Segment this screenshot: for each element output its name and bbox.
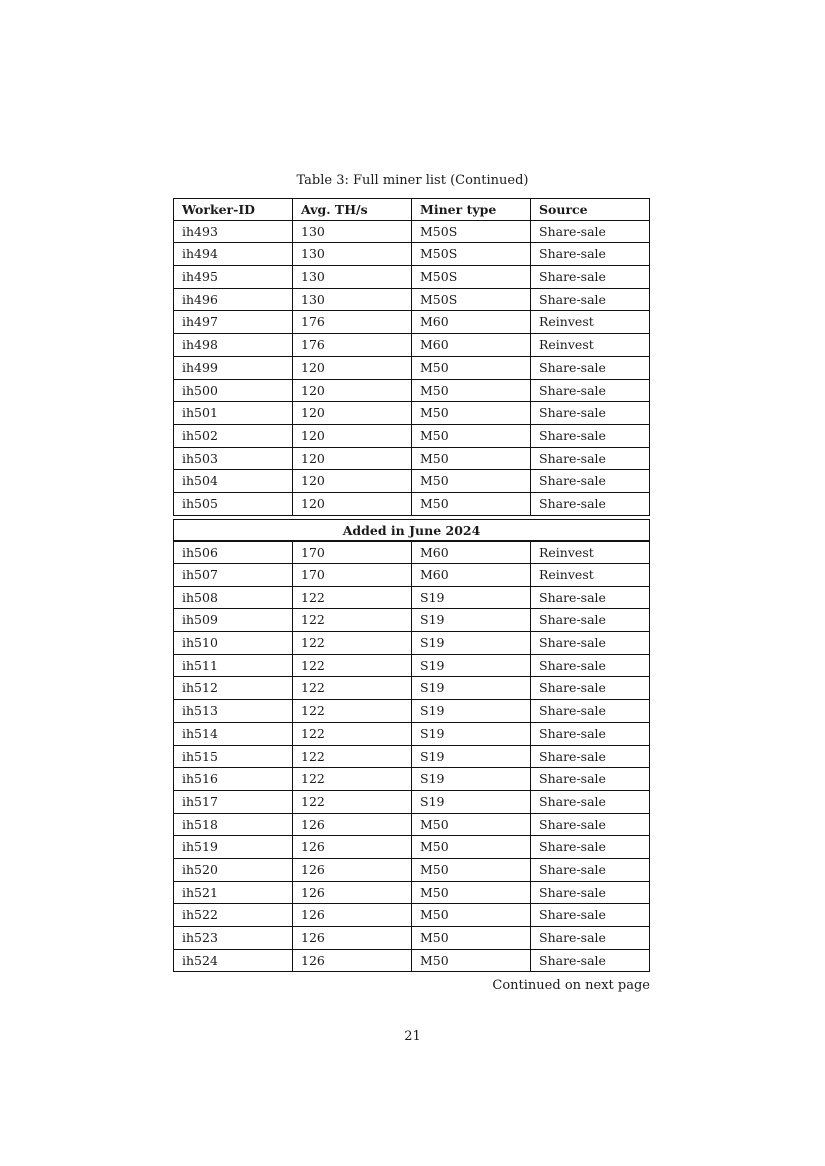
source-cell: Share-sale — [539, 382, 606, 398]
worker-id-cell: ih497 — [174, 311, 293, 333]
source-cell: Reinvest — [539, 567, 594, 582]
source-cell: Share-sale — [539, 246, 606, 262]
miner-type-cell: M50 — [412, 357, 531, 379]
table-row — [173, 609, 650, 632]
table-row — [173, 587, 650, 610]
miner-type-cell: M50S — [412, 243, 531, 265]
worker-id-cell: ih519 — [174, 836, 293, 858]
section-row-june-2024: Added in June 2024 — [173, 519, 650, 542]
table-row — [173, 677, 650, 700]
table-row — [173, 448, 650, 471]
source-cell: Share-sale — [539, 612, 606, 628]
miner-type-cell: S19 — [412, 768, 531, 790]
source-cell: Share-sale — [539, 930, 606, 945]
table-row — [173, 746, 650, 769]
worker-id-cell: ih507 — [174, 564, 293, 586]
worker-id-cell: ih506 — [174, 542, 293, 563]
avg-ths-cell: 120 — [293, 380, 412, 402]
avg-ths-cell: 126 — [293, 882, 412, 904]
avg-ths-cell: 176 — [293, 334, 412, 356]
source-cell: Reinvest — [539, 314, 594, 330]
table-row — [173, 700, 650, 723]
avg-ths-cell: 120 — [293, 357, 412, 379]
avg-ths-cell: 130 — [293, 266, 412, 288]
source-cell: Reinvest — [539, 337, 594, 353]
avg-ths-cell: 126 — [293, 814, 412, 836]
table-row — [173, 289, 650, 312]
source-cell: Share-sale — [539, 839, 606, 855]
table-row — [173, 311, 650, 334]
avg-ths-cell: 122 — [293, 587, 412, 609]
source-cell: Share-sale — [539, 907, 606, 923]
source-cell: Share-sale — [539, 816, 606, 832]
miner-type-cell: S19 — [412, 723, 531, 745]
source-cell: Share-sale — [539, 427, 606, 443]
avg-ths-cell: 122 — [293, 655, 412, 677]
worker-id-cell: ih522 — [174, 904, 293, 926]
miner-type-cell: M60 — [412, 334, 531, 356]
source-cell: Share-sale — [539, 884, 606, 900]
miner-type-cell: M50S — [412, 289, 531, 311]
table-row — [173, 402, 650, 425]
avg-ths-cell: 126 — [293, 927, 412, 949]
worker-id-cell: ih502 — [174, 425, 293, 447]
header-miner-type: Miner type — [412, 199, 531, 220]
avg-ths-cell: 126 — [293, 859, 412, 881]
miner-type-cell: S19 — [412, 632, 531, 654]
header-avg-ths: Avg. TH/s — [293, 199, 412, 220]
avg-ths-cell: 120 — [293, 448, 412, 470]
miner-type-cell: M50 — [412, 402, 531, 424]
source-cell: Share-sale — [539, 473, 606, 489]
worker-id-cell: ih503 — [174, 448, 293, 470]
miner-type-cell: M60 — [412, 311, 531, 333]
table-row — [173, 380, 650, 403]
worker-id-cell: ih501 — [174, 402, 293, 424]
miner-type-cell: M50 — [412, 425, 531, 447]
miner-type-cell: M50 — [412, 904, 531, 926]
table-row — [173, 859, 650, 882]
miner-type-cell: M50 — [412, 470, 531, 492]
avg-ths-cell: 126 — [293, 836, 412, 858]
avg-ths-cell: 122 — [293, 746, 412, 768]
page-number: 21 — [404, 1029, 421, 1044]
table-header-row — [173, 198, 650, 221]
avg-ths-cell: 126 — [293, 950, 412, 972]
table-row — [173, 334, 650, 357]
table-row — [173, 768, 650, 791]
source-cell: Share-sale — [539, 291, 606, 307]
table-row — [173, 950, 650, 973]
source-cell: Share-sale — [539, 589, 606, 605]
avg-ths-cell: 176 — [293, 311, 412, 333]
table-body-before — [173, 221, 650, 516]
table-row — [173, 243, 650, 266]
miner-type-cell: M50 — [412, 950, 531, 972]
source-cell: Share-sale — [539, 952, 606, 968]
miner-type-cell: M60 — [412, 564, 531, 586]
avg-ths-cell: 130 — [293, 221, 412, 243]
miner-type-cell: M50 — [412, 836, 531, 858]
table-caption: Table 3: Full miner list (Continued) — [296, 173, 529, 188]
worker-id-cell: ih511 — [174, 655, 293, 677]
table-row — [173, 357, 650, 380]
table-row — [173, 814, 650, 837]
avg-ths-cell: 170 — [293, 542, 412, 563]
miner-type-cell: S19 — [412, 746, 531, 768]
table-row — [173, 723, 650, 746]
avg-ths-cell: 120 — [293, 425, 412, 447]
worker-id-cell: ih510 — [174, 632, 293, 654]
avg-ths-cell: 122 — [293, 677, 412, 699]
source-cell: Reinvest — [539, 545, 594, 561]
worker-id-cell: ih499 — [174, 357, 293, 379]
avg-ths-cell: 122 — [293, 723, 412, 745]
miner-type-cell: S19 — [412, 791, 531, 813]
miner-type-cell: M50 — [412, 448, 531, 470]
worker-id-cell: ih514 — [174, 723, 293, 745]
worker-id-cell: ih518 — [174, 814, 293, 836]
miner-type-cell: M50 — [412, 493, 531, 515]
source-cell: Share-sale — [539, 680, 606, 696]
worker-id-cell: ih523 — [174, 927, 293, 949]
worker-id-cell: ih496 — [174, 289, 293, 311]
source-cell: Share-sale — [539, 223, 606, 239]
miner-type-cell: M60 — [412, 542, 531, 563]
avg-ths-cell: 120 — [293, 493, 412, 515]
table-row — [173, 470, 650, 493]
avg-ths-cell: 126 — [293, 904, 412, 926]
avg-ths-cell: 120 — [293, 470, 412, 492]
worker-id-cell: ih505 — [174, 493, 293, 515]
worker-id-cell: ih513 — [174, 700, 293, 722]
source-cell: Share-sale — [539, 725, 606, 741]
table-row — [173, 564, 650, 587]
table-row — [173, 541, 650, 564]
table-row — [173, 927, 650, 950]
source-cell: Share-sale — [539, 269, 606, 285]
worker-id-cell: ih512 — [174, 677, 293, 699]
header-worker-id: Worker-ID — [174, 199, 293, 220]
miner-type-cell: S19 — [412, 609, 531, 631]
worker-id-cell: ih515 — [174, 746, 293, 768]
worker-id-cell: ih500 — [174, 380, 293, 402]
worker-id-cell: ih524 — [174, 950, 293, 972]
worker-id-cell: ih520 — [174, 859, 293, 881]
continued-note: Continued on next page — [492, 978, 650, 993]
table-row — [173, 493, 650, 516]
worker-id-cell: ih521 — [174, 882, 293, 904]
avg-ths-cell: 130 — [293, 289, 412, 311]
avg-ths-cell: 122 — [293, 632, 412, 654]
source-cell: Share-sale — [539, 793, 606, 809]
worker-id-cell: ih494 — [174, 243, 293, 265]
miner-type-cell: S19 — [412, 700, 531, 722]
source-cell: Share-sale — [539, 703, 606, 719]
worker-id-cell: ih517 — [174, 791, 293, 813]
table-row — [173, 655, 650, 678]
worker-id-cell: ih516 — [174, 768, 293, 790]
miner-type-cell: M50 — [412, 859, 531, 881]
source-cell: Share-sale — [539, 450, 606, 466]
source-cell: Share-sale — [539, 405, 606, 421]
source-cell: Share-sale — [539, 771, 606, 787]
avg-ths-cell: 120 — [293, 402, 412, 424]
miner-type-cell: S19 — [412, 677, 531, 699]
avg-ths-cell: 122 — [293, 791, 412, 813]
table-row — [173, 632, 650, 655]
source-cell: Share-sale — [539, 495, 606, 511]
miner-table — [173, 198, 650, 972]
avg-ths-cell: 130 — [293, 243, 412, 265]
avg-ths-cell: 122 — [293, 700, 412, 722]
table-row — [173, 266, 650, 289]
table-row — [173, 836, 650, 859]
miner-type-cell: S19 — [412, 655, 531, 677]
avg-ths-cell: 122 — [293, 609, 412, 631]
miner-type-cell: M50 — [412, 380, 531, 402]
table-row — [173, 904, 650, 927]
worker-id-cell: ih509 — [174, 609, 293, 631]
table-row — [173, 791, 650, 814]
source-cell: Share-sale — [539, 359, 606, 375]
source-cell: Share-sale — [539, 748, 606, 764]
header-source: Source — [539, 202, 588, 217]
miner-type-cell: M50 — [412, 927, 531, 949]
avg-ths-cell: 170 — [293, 564, 412, 586]
worker-id-cell: ih498 — [174, 334, 293, 356]
table-row — [173, 882, 650, 905]
miner-type-cell: M50S — [412, 266, 531, 288]
source-cell: Share-sale — [539, 635, 606, 651]
table-row — [173, 221, 650, 244]
table-row — [173, 425, 650, 448]
miner-type-cell: M50S — [412, 221, 531, 243]
worker-id-cell: ih493 — [174, 221, 293, 243]
worker-id-cell: ih504 — [174, 470, 293, 492]
table-body-after — [173, 541, 650, 972]
avg-ths-cell: 122 — [293, 768, 412, 790]
miner-type-cell: M50 — [412, 814, 531, 836]
source-cell: Share-sale — [539, 657, 606, 673]
source-cell: Share-sale — [539, 861, 606, 877]
worker-id-cell: ih508 — [174, 587, 293, 609]
miner-type-cell: M50 — [412, 882, 531, 904]
miner-type-cell: S19 — [412, 587, 531, 609]
worker-id-cell: ih495 — [174, 266, 293, 288]
